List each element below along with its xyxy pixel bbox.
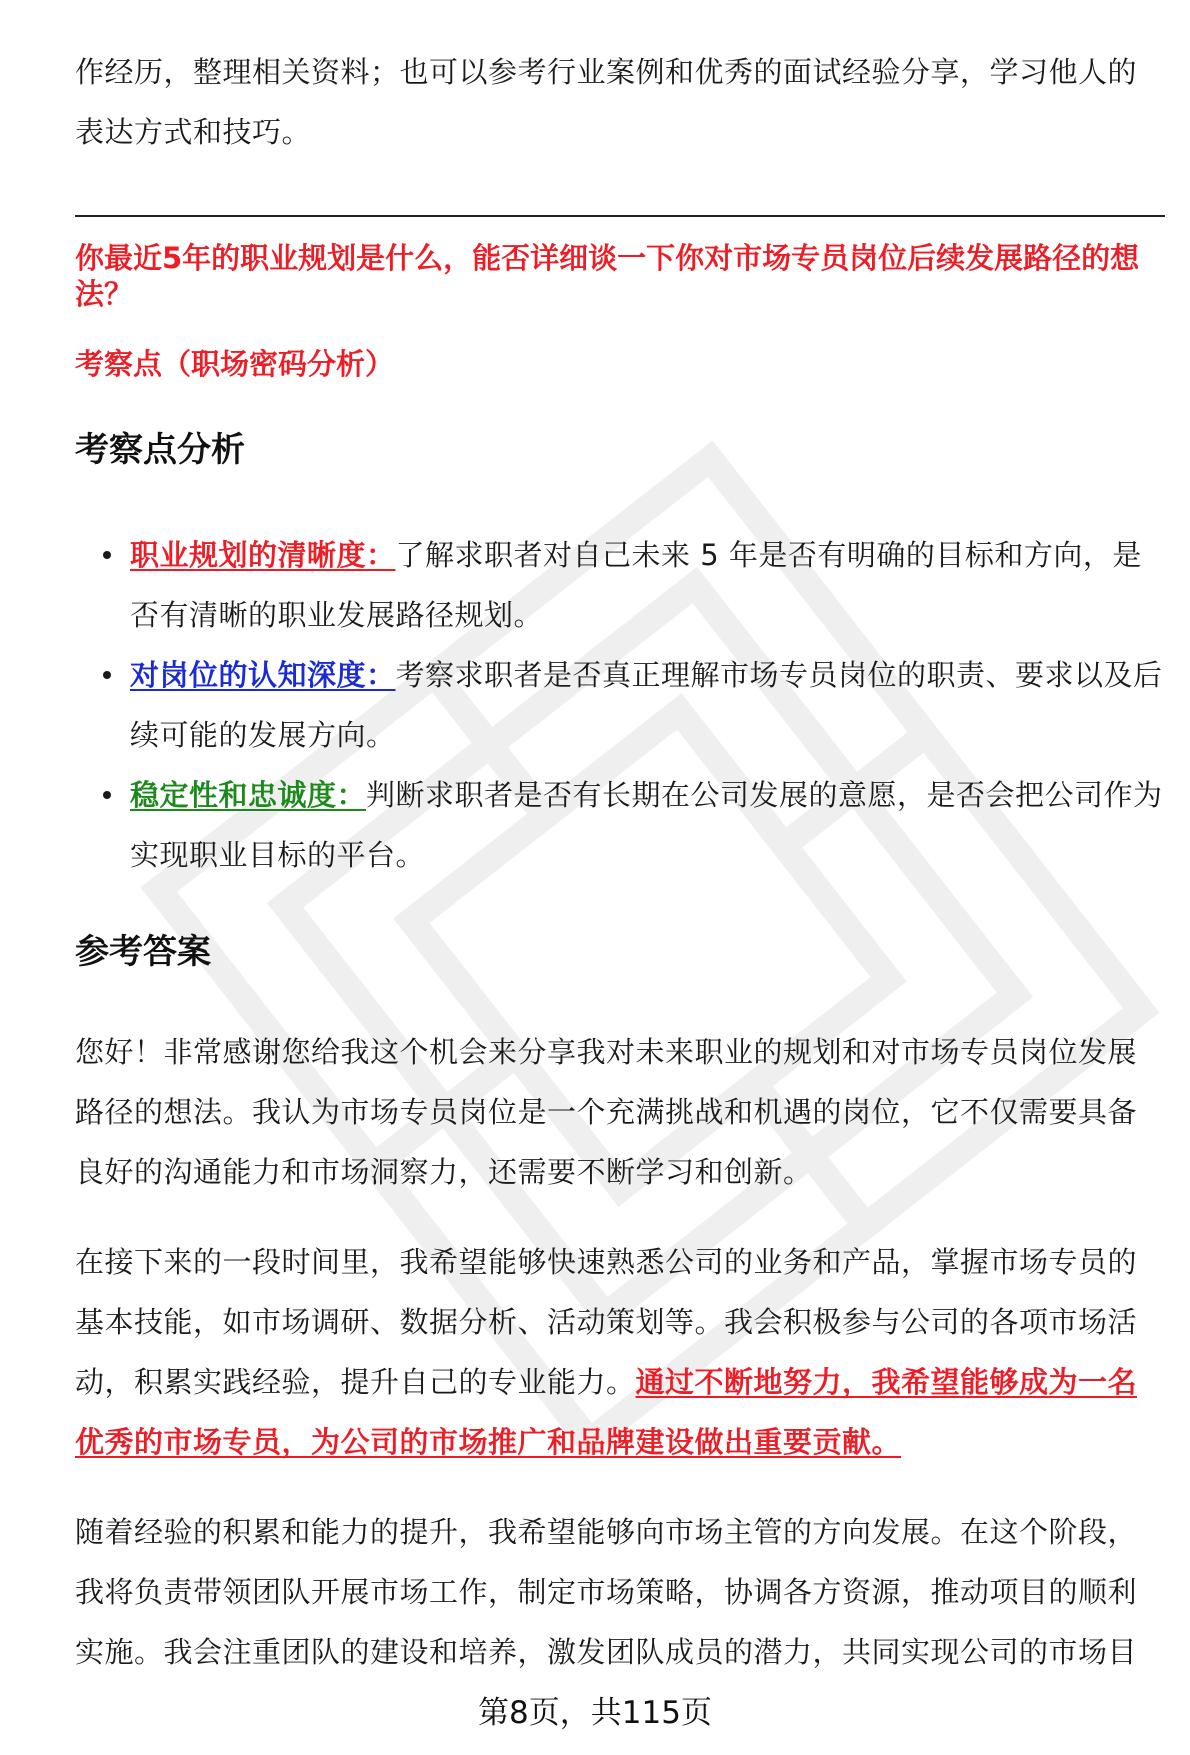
bullet-icon <box>103 671 111 679</box>
analysis-item-text: 了解求职者对自己未来 5 年是否有明确的目标和方向，是否有清晰的职业发展路径规划。 <box>130 538 1142 632</box>
answer-paragraph: 您好！非常感谢您给我这个机会来分享我对未来职业的规划和对市场专员岗位发展路径的想法。我认为市场专员岗位是一个充满挑战和机遇的岗位，它不仅需要具备良好的沟通能力和市场洞察力，还需要不断学习和创新。 <box>75 1035 1138 1189</box>
kaochadian-label: 考察点（职场密码分析） <box>75 347 395 381</box>
bullet-icon <box>103 551 111 559</box>
analysis-item-label: 职业规划的清晰度： <box>130 538 396 572</box>
answer-heading: 参考答案 <box>75 932 211 972</box>
analysis-item-label: 稳定性和忠诚度： <box>130 778 367 812</box>
list-item <box>75 645 1165 765</box>
analysis-item-label: 对岗位的认知深度： <box>130 658 396 692</box>
page-number: 第8页，共115页 <box>478 1695 712 1731</box>
list-item <box>75 765 1165 885</box>
analysis-item-text: 判断求职者是否有长期在公司发展的意愿，是否会把公司作为实现职业目标的平台。 <box>130 778 1163 872</box>
answer-paragraph-text: 在接下来的一段时间里，我希望能够快速熟悉公司的业务和产品，掌握市场专员的基本技能，如市场调研、数据分析、活动策划等。我会积极参与公司的各项市场活动，积累实践经验，提升自己的专业能力。 <box>75 1245 1138 1399</box>
analysis-list <box>75 525 1165 885</box>
answer-paragraph <box>75 1232 1165 1472</box>
analysis-item-text: 考察求职者是否真正理解市场专员岗位的职责、要求以及后续可能的发展方向。 <box>130 658 1163 752</box>
bullet-icon <box>103 791 111 799</box>
intro-paragraph: 作经历，整理相关资料；也可以参考行业案例和优秀的面试经验分享，学习他人的表达方式和技巧。 <box>75 55 1138 149</box>
interview-question: 你最近5年的职业规划是什么，能否详细谈一下你对市场专员岗位后续发展路径的想法？ <box>75 241 1140 311</box>
analysis-heading: 考察点分析 <box>75 430 245 470</box>
answer-highlight: 通过不断地努力，我希望能够成为一名优秀的市场专员，为公司的市场推广和品牌建设做出重要贡献。 <box>75 1365 1138 1459</box>
list-item <box>75 525 1165 645</box>
answer-paragraph: 随着经验的积累和能力的提升，我希望能够向市场主管的方向发展。在这个阶段，我将负责带领团队开展市场工作，制定市场策略，协调各方资源，推动项目的顺利实施。我会注重团队的建设和培养，激发团队成员的潜力，共同实现公司的市场目 <box>75 1515 1138 1669</box>
section-divider <box>75 215 1165 217</box>
